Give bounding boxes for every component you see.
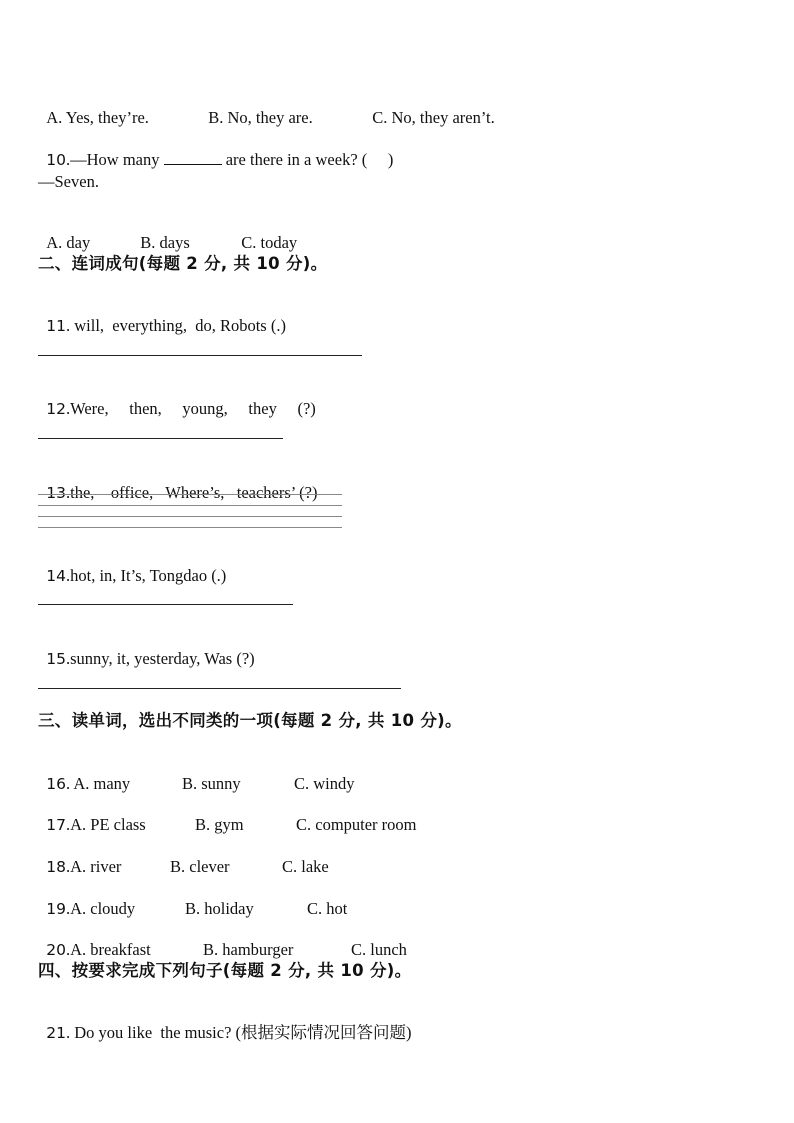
q19-number: 19 xyxy=(46,900,66,918)
q19-option-b: B. holiday xyxy=(184,899,254,918)
q17-option-c: C. computer room xyxy=(295,815,417,834)
q10-blank[interactable] xyxy=(164,150,222,165)
q17-option-a: .A. PE class xyxy=(65,815,146,834)
q10-option-c: C. today xyxy=(241,233,298,252)
q9-options xyxy=(38,88,495,128)
q17-number: 17 xyxy=(46,816,66,834)
q15-answer-line[interactable] xyxy=(38,688,401,689)
q11-line xyxy=(38,296,286,336)
q9-option-b: B. No, they are. xyxy=(208,108,313,127)
q13-line xyxy=(38,463,318,503)
q19-option-a: .A. cloudy xyxy=(65,899,136,918)
q20-line xyxy=(38,920,407,960)
q18-option-c: C. lake xyxy=(281,857,329,876)
q18-line xyxy=(38,837,329,877)
q20-option-a: .A. breakfast xyxy=(65,940,151,959)
q13-writing-line-3[interactable] xyxy=(38,516,342,517)
q10-option-a: A. day xyxy=(46,233,91,252)
q14-number: 14 xyxy=(46,567,66,585)
q10-answer: —Seven. xyxy=(38,172,99,191)
q12-answer-line[interactable] xyxy=(38,438,283,439)
q11-number: 11 xyxy=(46,317,66,335)
q11-answer-line[interactable] xyxy=(38,355,362,356)
q10-options xyxy=(38,213,297,253)
q13-writing-line-4[interactable] xyxy=(38,527,342,528)
q13-text: .the, office, Where’s, teachers’ (?) xyxy=(65,483,318,502)
section2-title: 二、连词成句(每题 2 分, 共 10 分)。 xyxy=(38,254,328,273)
q15-line xyxy=(38,629,255,669)
q21-line xyxy=(38,1003,412,1043)
q20-option-c: C. lunch xyxy=(350,940,407,959)
q10-text-pre: .—How many xyxy=(65,150,164,169)
section3-title: 三、读单词，选出不同类的一项(每题 2 分, 共 10 分)。 xyxy=(38,711,462,730)
q16-number: 16 xyxy=(46,775,66,793)
q18-option-b: B. clever xyxy=(169,857,230,876)
q18-number: 18 xyxy=(46,858,66,876)
q10-option-b: B. days xyxy=(140,233,190,252)
q10-question xyxy=(38,130,393,170)
q20-option-b: B. hamburger xyxy=(202,940,294,959)
q11-text: . will, everything, do, Robots (.) xyxy=(65,316,286,335)
q9-option-a: A. Yes, they’re. xyxy=(46,108,149,127)
q13-writing-line-1[interactable] xyxy=(38,494,342,495)
q13-writing-line-2[interactable] xyxy=(38,505,342,506)
q21-number: 21 xyxy=(46,1024,66,1042)
q18-option-a: .A. river xyxy=(65,857,122,876)
q9-option-c: C. No, they aren’t. xyxy=(372,108,495,127)
q14-text: .hot, in, It’s, Tongdao (.) xyxy=(65,566,227,585)
q16-line xyxy=(38,754,355,794)
q10-number: 10 xyxy=(46,151,66,169)
q19-option-c: C. hot xyxy=(306,899,348,918)
q12-line xyxy=(38,379,316,419)
q21-text: . Do you like the music? (根据实际情况回答问题) xyxy=(65,1023,412,1042)
q10-text-post: are there in a week? ( ) xyxy=(221,150,394,169)
q15-text: .sunny, it, yesterday, Was (?) xyxy=(65,649,255,668)
q13-number: 13 xyxy=(46,484,66,502)
q19-line xyxy=(38,879,347,919)
q14-answer-line[interactable] xyxy=(38,604,293,605)
q12-number: 12 xyxy=(46,400,66,418)
q16-option-a: . A. many xyxy=(65,774,131,793)
q12-text: .Were, then, young, they (?) xyxy=(65,399,316,418)
q15-number: 15 xyxy=(46,650,66,668)
q20-number: 20 xyxy=(46,941,66,959)
q16-option-b: B. sunny xyxy=(181,774,241,793)
q17-line xyxy=(38,795,417,835)
q17-option-b: B. gym xyxy=(194,815,244,834)
q16-option-c: C. windy xyxy=(293,774,355,793)
q14-line xyxy=(38,546,226,586)
section4-title: 四、按要求完成下列句子(每题 2 分, 共 10 分)。 xyxy=(38,961,412,980)
